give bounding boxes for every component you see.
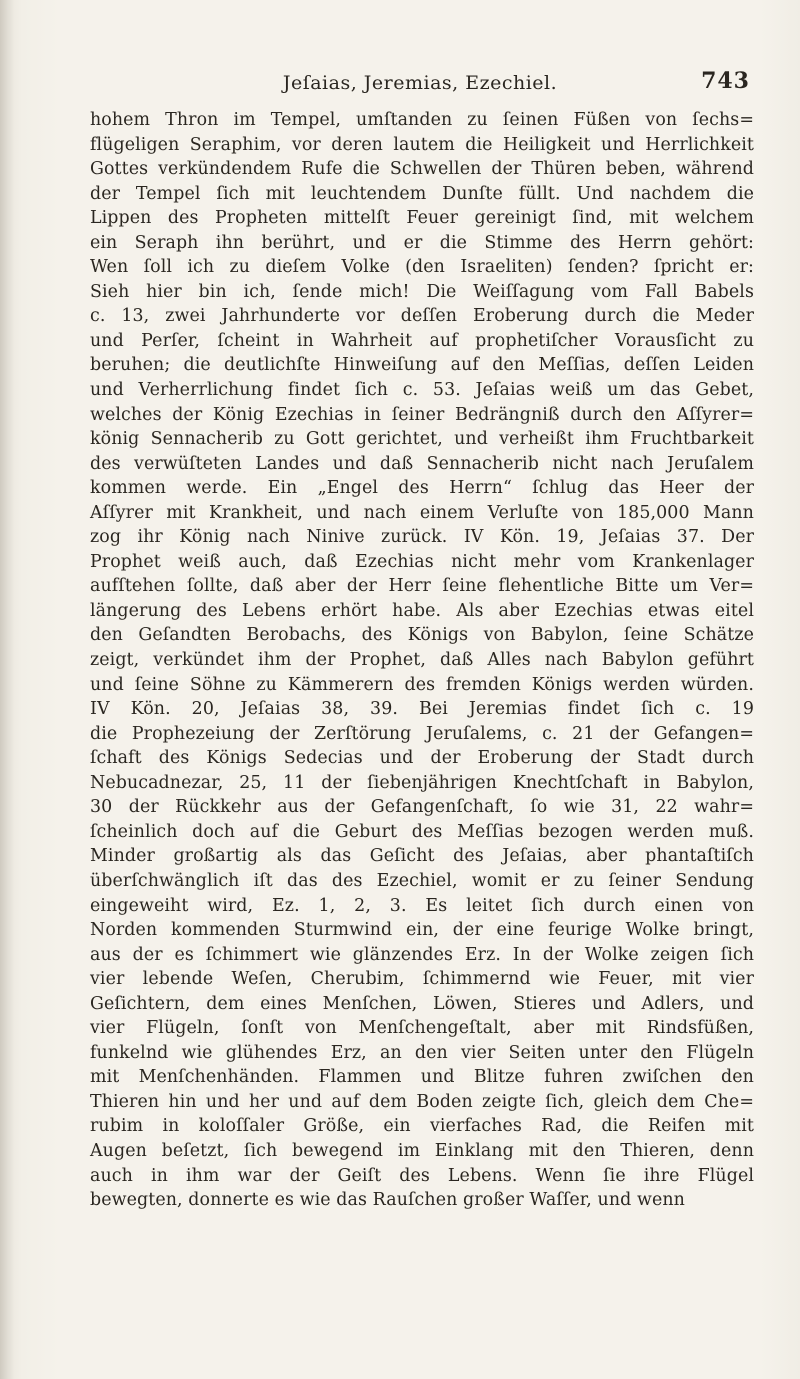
text-line: 30 der Rückkehr aus der Gefangenſchaft, ſo wie 31, 22 wahr= — [90, 797, 754, 818]
text-line: ein Seraph ihn berührt, und er die Stimme des Herrn gehört: — [90, 232, 754, 253]
text-line: Norden kommenden Sturmwind ein, der eine feurige Wolke bringt, — [90, 920, 754, 941]
text-line: Gottes verkündendem Rufe die Schwellen der Thüren beben, während — [90, 159, 754, 180]
text-line: und Perſer, ſcheint in Wahrheit auf prophetiſcher Vorausſicht zu — [90, 330, 754, 351]
text-line: vier lebende Weſen, Cherubim, ſchimmernd wie Feuer, mit vier — [90, 969, 754, 990]
text-line: zeigt, verkündet ihm der Prophet, daß Alles nach Babylon geführt — [90, 650, 754, 671]
text-line: welches der König Ezechias in ſeiner Bedrängniß durch den Aſſyrer= — [90, 404, 754, 425]
text-line: Lippen des Propheten mittelſt Feuer gereinigt ſind, mit welchem — [90, 208, 754, 229]
text-line: Aſſyrer mit Krankheit, und nach einem Verluſte von 185,000 Mann — [90, 502, 754, 523]
text-line: Nebucadnezar, 25, 11 der ſiebenjährigen Knechtſchaft in Babylon, — [90, 772, 754, 793]
text-line: beruhen; die deutlichſte Hinweiſung auf den Meſſias, deſſen Leiden — [90, 355, 754, 376]
text-line: eingeweiht wird, Ez. 1, 2, 3. Es leitet ſich durch einen von — [90, 895, 754, 916]
text-line: die Prophezeiung der Zerſtörung Jeruſalems, c. 21 der Gefangen= — [90, 723, 754, 744]
body-text — [90, 108, 754, 1213]
text-line: ſcheinlich doch auf die Geburt des Meſſias bezogen werden muß. — [90, 821, 754, 842]
text-line: IV Kön. 20, Jeſaias 38, 39. Bei Jeremias findet ſich c. 19 — [90, 699, 754, 720]
text-line: den Geſandten Berobachs, des Königs von Babylon, ſeine Schätze — [90, 625, 754, 646]
text-line: überſchwänglich iſt das des Ezechiel, womit er zu ſeiner Sendung — [90, 870, 754, 891]
text-line: flügeligen Seraphim, vor deren lautem die Heiligkeit und Herrlichkeit — [90, 134, 754, 155]
text-line: könig Sennacherib zu Gott gerichtet, und verheißt ihm Fruchtbarkeit — [90, 429, 754, 450]
text-line: Minder großartig als das Geſicht des Jeſaias, aber phantaſtiſch — [90, 846, 754, 867]
text-line: zog ihr König nach Ninive zurück. IV Kön. 19, Jeſaias 37. Der — [90, 527, 754, 548]
text-line: und ſeine Söhne zu Kämmerern des fremden Königs werden würden. — [90, 674, 754, 695]
text-line: Prophet weiß auch, daß Ezechias nicht mehr vom Krankenlager — [90, 551, 754, 572]
text-line: Geſichtern, dem eines Menſchen, Löwen, Stieres und Adlers, und — [90, 993, 754, 1014]
text-line: längerung des Lebens erhört habe. Als aber Ezechias etwas eitel — [90, 600, 754, 621]
text-line: aus der es ſchimmert wie glänzendes Erz. In der Wolke zeigen ſich — [90, 944, 754, 965]
text-line: Sieh hier bin ich, ſende mich! Die Weiſſagung vom Fall Babels — [90, 281, 754, 302]
text-line: und Verherrlichung findet ſich c. 53. Jeſaias weiß um das Gebet, — [90, 380, 754, 401]
page-number: 743 — [701, 68, 750, 94]
text-line: Augen beſetzt, ſich bewegend im Einklang mit den Thieren, denn — [90, 1140, 754, 1161]
running-title: Jeſaias, Jeremias, Ezechiel. — [282, 72, 558, 94]
text-line: auch in ihm war der Geiſt des Lebens. Wenn ſie ihre Flügel — [90, 1165, 754, 1186]
text-line: kommen werde. Ein „Engel des Herrn“ ſchlug das Heer der — [90, 478, 754, 499]
text-line: rubim in koloſſaler Größe, ein vierfaches Rad, die Reifen mit — [90, 1116, 754, 1137]
text-line: hohem Thron im Tempel, umſtanden zu ſeinen Füßen von ſechs= — [90, 110, 754, 130]
text-line: mit Menſchenhänden. Flammen und Blitze fuhren zwiſchen den — [90, 1067, 754, 1088]
running-head — [90, 68, 750, 98]
text-line: Wen ſoll ich zu dieſem Volke (den Israeliten) ſenden? ſpricht er: — [90, 257, 754, 278]
text-line: der Tempel ſich mit leuchtendem Dunſte füllt. Und nachdem die — [90, 183, 754, 204]
text-line: ſchaft des Königs Sedecias und der Eroberung der Stadt durch — [90, 748, 754, 769]
text-line: c. 13, zwei Jahrhunderte vor deſſen Eroberung durch die Meder — [90, 306, 754, 327]
binding-edge — [0, 0, 14, 1379]
text-line: Thieren hin und her und auf dem Boden zeigte ſich, gleich dem Che= — [90, 1091, 754, 1112]
text-line: funkelnd wie glühendes Erz, an den vier Seiten unter den Flügeln — [90, 1042, 754, 1063]
text-line: vier Flügeln, ſonſt von Menſchengeſtalt, aber mit Rindsfüßen, — [90, 1018, 754, 1039]
text-line: aufſtehen ſollte, daß aber der Herr ſeine flehentliche Bitte um Ver= — [90, 576, 754, 597]
text-line: des verwüſteten Landes und daß Sennacherib nicht nach Jeruſalem — [90, 453, 754, 474]
text-line: bewegten, donnerte es wie das Rauſchen großer Waſſer, und wenn — [90, 1190, 685, 1211]
